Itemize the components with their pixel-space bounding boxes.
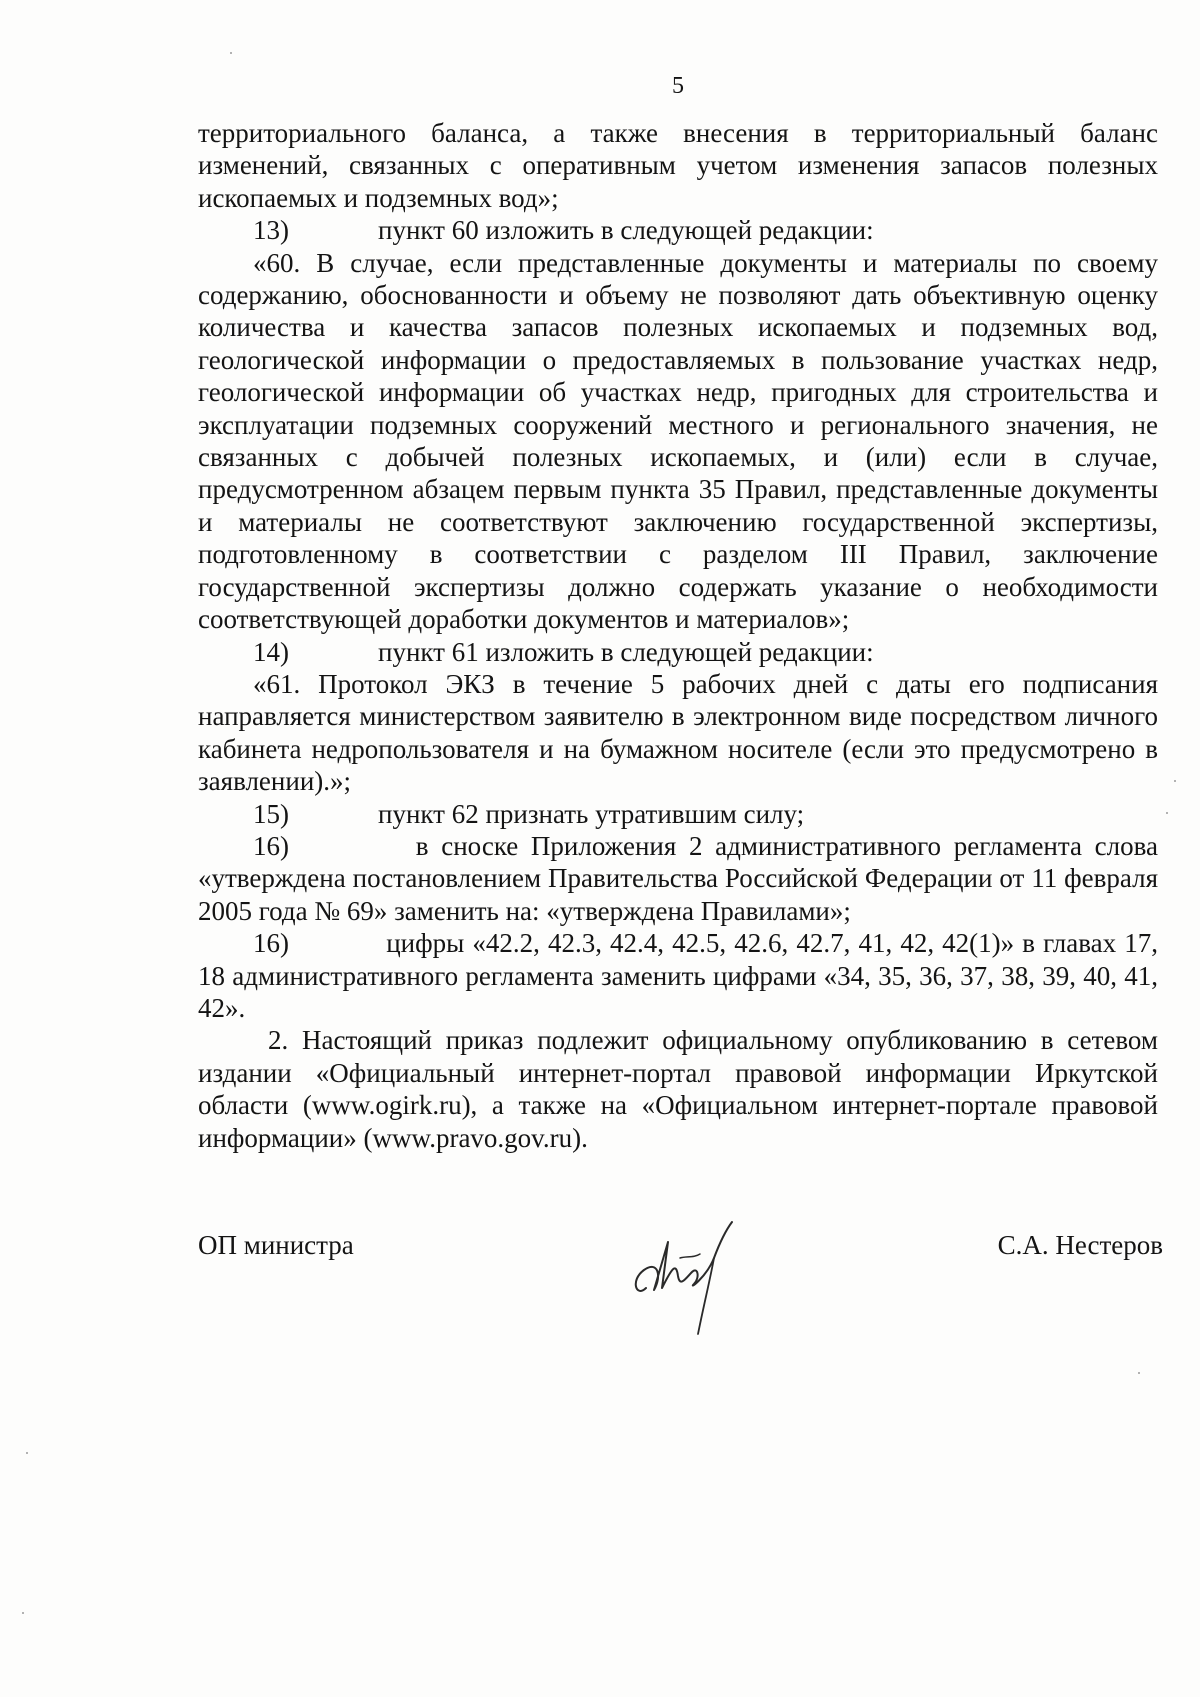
item-text: цифры «42.2, 42.3, 42.4, 42.5, 42.6, 42.7, 41, 42, 42(1)» в главах 17, 18 административного регламента заменить цифрами «34, 35, 36, 37, 38, 39, 40, 41, 42». [198,928,1158,1023]
item-text: пункт 60 изложить в следующей редакции: [378,215,874,246]
scan-speck [1174,780,1176,782]
list-item-15 [198,798,1158,830]
handwritten-signature [616,1218,766,1338]
list-item-16a [198,830,1158,927]
item-number: 15) [253,798,289,829]
paragraph-point-60: «60. В случае, если представленные документы и материалы по своему содержанию, обоснованности и объему не позволяют дать объективную оценку количества и качества запасов полезных ископаемых и подземных вод, геологической информации о предоставляемых в пользование участках недр, геологической информации об участках недр, пригодных для строительства и эксплуатации подземных сооружений местного и регионального значения, не связанных с добычей полезных ископаемых, и (или) если в случае, предусмотренном абзацем первым пункта 35 Правил, представленные документы и материалы не соответствуют заключению государственной экспертизы, подготовленному в соответствии с разделом III Правил, заключение государственной экспертизы должно содержать указание о необходимости соответствующей доработки документов и материалов»; [198,247,1158,635]
signatory-title: ОП министра [198,1230,354,1260]
item-text: в сноске Приложения 2 административного регламента слова «утверждена постановлением Правительства Российской Федерации от 11 февраля 2005 года № 69» заменить на: «утверждена Правилами»; [198,830,1158,926]
item-number: 13) [253,215,289,246]
item-number: 16) [253,928,289,959]
scan-speck [1138,1372,1140,1374]
scan-speck [22,1612,24,1614]
page-number: 5 [672,73,684,99]
list-item-13 [198,214,1158,246]
scan-speck [230,52,232,54]
paragraph-continuation: территориального баланса, а также внесения в территориальный баланс изменений, связанных с оперативным учетом изменения запасов полезных ископаемых и подземных вод»; [198,118,1158,213]
item-text: пункт 61 изложить в следующей редакции: [378,636,874,667]
item-text: пункт 62 признать утратившим силу; [378,798,805,829]
item-number: 14) [253,636,289,667]
item-number: 16) [253,830,289,861]
scan-speck [26,1452,28,1454]
paragraph-point-61: «61. Протокол ЭКЗ в течение 5 рабочих дней с даты его подписания направляется министерством заявителю в электронном виде посредством личного кабинета недропользователя и на бумажном носителе (если это предусмотрено в заявлении).»; [198,668,1158,797]
signatory-name: С.А. Нестеров [997,1230,1163,1260]
paragraph-publication: 2. Настоящий приказ подлежит официальному опубликованию в сетевом издании «Официальный интернет-портал правовой информации Иркутской области (www.ogirk.ru), а также на «Официальном интернет-портале правовой информации» (www.pravo.gov.ru). [198,1025,1158,1153]
scan-speck [1166,812,1168,814]
list-item-14 [198,636,1158,668]
signature-block [198,1230,1163,1350]
list-item-16b [198,927,1158,1024]
document-body [198,117,1158,1154]
